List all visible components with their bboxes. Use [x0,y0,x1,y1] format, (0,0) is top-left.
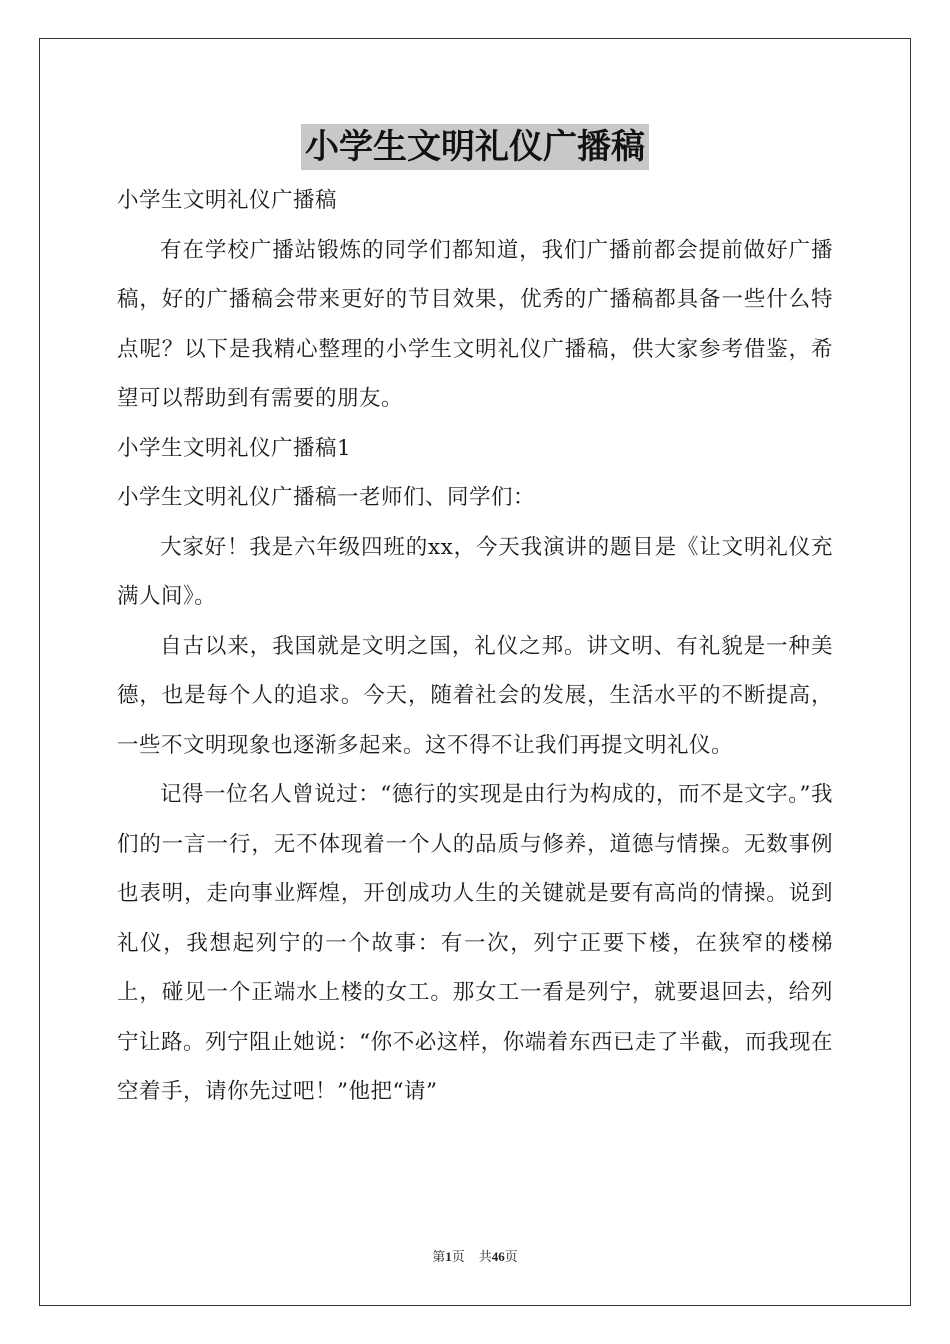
title-container [0,124,950,170]
total-label-prefix: 共 [478,1249,492,1264]
total-label-suffix: 页 [504,1249,518,1264]
paragraph: 小学生文明礼仪广播稿 [117,188,338,213]
document-title: 小学生文明礼仪广播稿 [301,124,649,170]
page-label-suffix: 页 [451,1249,465,1264]
paragraph: 自古以来，我国就是文明之国，礼仪之邦。讲文明、有礼貌是一种美德，也是每个人的追求。今天，随着社会的发展，生活水平的不断提高，一些不文明现象也逐渐多起来。这不得不让我们再提文明礼仪。 [117,633,833,758]
paragraph: 小学生文明礼仪广播稿1 [117,435,352,461]
paragraph: 小学生文明礼仪广播稿一老师们、同学们： [117,485,536,510]
document-body [117,176,833,1117]
paragraph: 有在学校广播站锻炼的同学们都知道，我们广播前都会提前做好广播稿，好的广播稿会带来更好的节目效果，优秀的广播稿都具备一些什么特点呢？以下是我精心整理的小学生文明礼仪广播稿，供大家参考借鉴，希望可以帮助到有需要的朋友。 [117,237,833,411]
page-label-prefix: 第 [432,1249,446,1264]
total-page-count: 46 [491,1249,505,1264]
current-page-number: 1 [445,1249,452,1264]
paragraph: 大家好！我是六年级四班的xx，今天我演讲的题目是《让文明礼仪充满人间》。 [117,534,833,609]
page-footer [0,1246,950,1265]
paragraph: 记得一位名人曾说过：“德行的实现是由行为构成的，而不是文字。”我们的一言一行，无不体现着一个人的品质与修养，道德与情操。无数事例也表明，走向事业辉煌，开创成功人生的关键就是要有高尚的情操。说到礼仪，我想起列宁的一个故事：有一次，列宁正要下楼，在狭窄的楼梯上，碰见一个正端水上楼的女工。那女工一看是列宁，就要退回去，给列宁让路。列宁阻止她说：“你不必这样，你端着东西已走了半截，而我现在空着手，请你先过吧！”他把“请” [117,782,833,1104]
